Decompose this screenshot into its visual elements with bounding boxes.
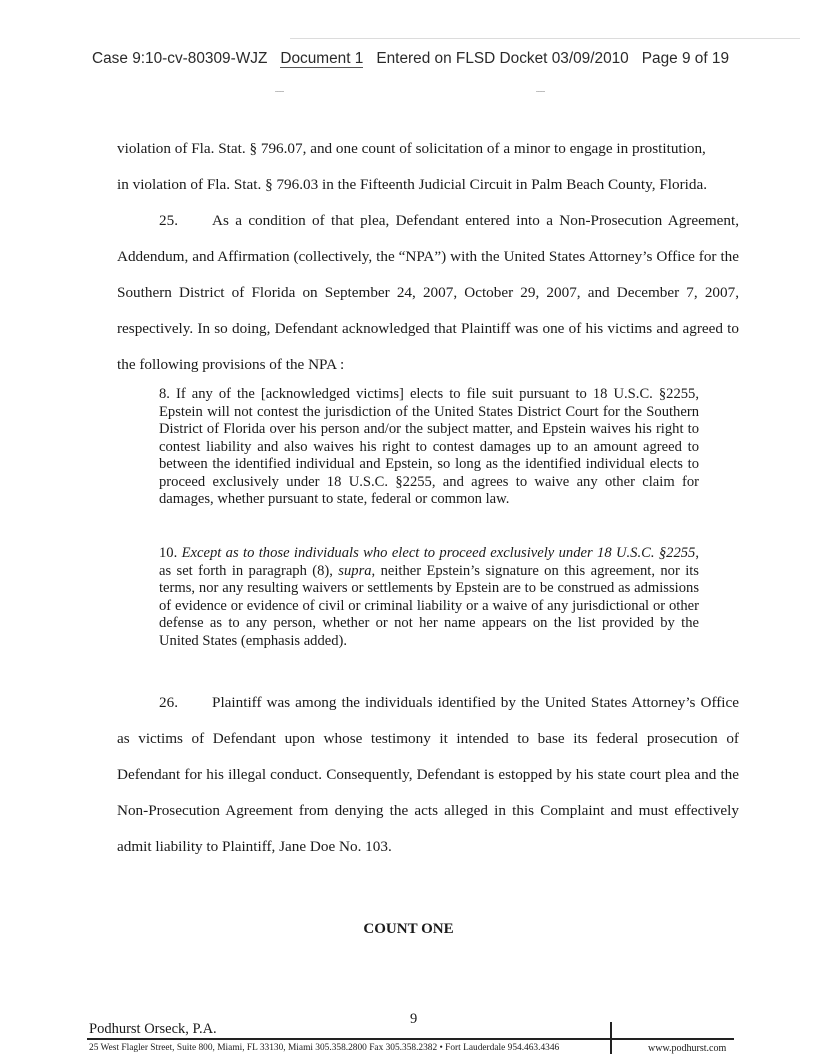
document-number: Document 1 — [280, 50, 364, 67]
footer-divider — [87, 1038, 734, 1040]
footer-divider-tick — [610, 1022, 612, 1054]
continuation-line: in violation of Fla. Stat. § 796.03 in the Fifteenth Judicial Circuit in Palm Beach County, Florida. — [117, 176, 707, 193]
scan-artifact-mark: ﹏ — [275, 83, 285, 93]
section-heading: COUNT ONE — [363, 921, 454, 937]
docket-entry-date: Entered on FLSD Docket 03/09/2010 — [376, 50, 629, 67]
scan-artifact-line — [290, 38, 800, 39]
footer-website: www.podhurst.com — [648, 1043, 727, 1054]
paragraph-number: 25. — [159, 212, 178, 229]
page-indicator: Page 9 of 19 — [641, 50, 730, 67]
footer-address: 25 West Flagler Street, Suite 800, Miami, FL 33130, Miami 305.358.2800 Fax 305.358.2382 • Fort Lauderdale 954.463.4346 — [89, 1043, 560, 1053]
npa-quote-paragraph-8: 8. If any of the [acknowledged victims] elects to file suit pursuant to 18 U.S.C. §2255, Epstein will not contest the jurisdiction of the United States District Court for the Southern District of Florida over his person and/or the subject matter, and Epstein waives his right to contest liability and also waives his right to contest damages up to an amount agreed to between the identified individual and Epstein, so long as the identified individual elects to proceed exclusively under 18 U.S.C. §2255, and agrees to waive any other claim for damages, whether pursuant to state, federal or common law. — [159, 386, 699, 507]
paragraph-26 — [117, 685, 739, 865]
quote-text: , neither Epstein’s signature on this agreement, nor its terms, nor any resulting waivers or settlements by Epstein are to be construed as admissions of evidence or evidence of civil or criminal liability or a waive of any jurisdictional or other defense as to any person, whether or not her name appears on the list provided by the United States (emphasis added). — [159, 562, 699, 649]
paragraph-number: 26. — [159, 694, 178, 711]
npa-quote-paragraph-10 — [159, 545, 699, 650]
quote-supra: supra — [338, 562, 372, 579]
quote-emphasis: Except as to those individuals who elect to proceed exclusively under 18 U.S.C. §2255 — [181, 545, 696, 561]
case-number: Case 9:10-cv-80309-WJZ — [92, 50, 268, 67]
footer-page-number: 9 — [410, 1011, 418, 1027]
quote-number: 10. — [159, 545, 178, 561]
continuation-paragraph — [117, 131, 739, 203]
docket-header — [92, 50, 742, 68]
continuation-line: violation of Fla. Stat. § 796.07, and one count of solicitation of a minor to engage in prostitution, — [117, 140, 706, 157]
scan-artifact-mark: ﹏ — [536, 83, 546, 93]
paragraph-text: As a condition of that plea, Defendant entered into a Non-Prosecution Agreement, Addendum, and Affirmation (collectively, the “NPA”) with the United States Attorney’s Office for the Southern District of Florida on September 24, 2007, October 29, 2007, and December 7, 2007, respectively. In so doing, Defendant acknowledged that Plaintiff was one of his victims and agreed to the following provisions of the NPA : — [117, 212, 739, 373]
footer-firm-name: Podhurst Orseck, P.A. — [89, 1021, 217, 1037]
paragraph-25 — [117, 203, 739, 383]
quote-text: , as set forth in paragraph (8), — [159, 545, 699, 579]
paragraph-text: Plaintiff was among the individuals identified by the United States Attorney’s Office as victims of Defendant upon whose testimony it intended to base its federal prosecution of Defendant for his illegal conduct. Consequently, Defendant is estopped by his state court plea and the Non-Prosecution Agreement from denying the acts alleged in this Complaint and must effectively admit liability to Plaintiff, Jane Doe No. 103. — [117, 694, 739, 855]
